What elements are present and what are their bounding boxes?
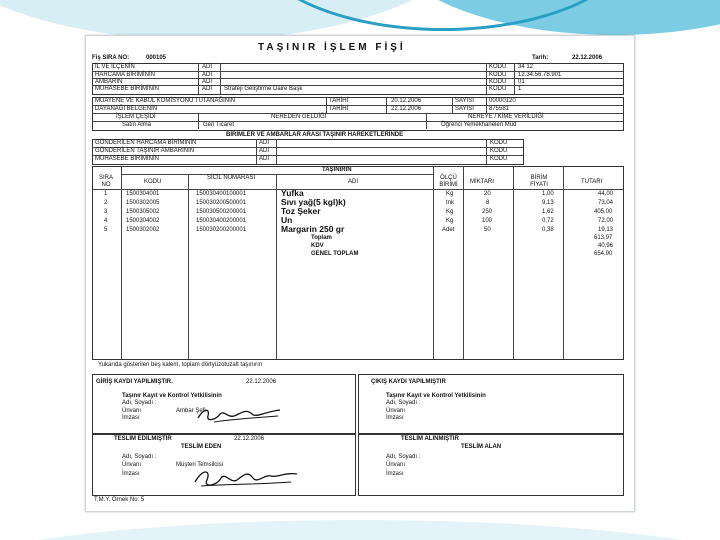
header-row-il-code: 34 12 <box>518 64 534 70</box>
tarih-value: 22.12.2006 <box>572 55 603 61</box>
row-1-miktar: 20 <box>484 191 491 197</box>
header-row-harcama-code: 12.34.56.78.901 <box>518 72 562 78</box>
col-line-5 <box>463 166 464 359</box>
giris-yetkili: Taşınır Kayıt ve Kontrol Yetkilisinin <box>122 393 222 399</box>
row-5-olcu: Adet <box>442 227 455 233</box>
row-1-sicil: 150030400100001 <box>196 191 247 197</box>
teslim-alan-label: TESLİM ALAN <box>461 444 502 450</box>
row-4-olcu: Kg <box>446 218 454 224</box>
row-2-fiyat: 9,13 <box>542 200 554 206</box>
transfer-muhasebe-label: MUHASEBE BİRİMİNİN <box>95 156 160 162</box>
row-3-kodu: 1500305002 <box>126 209 160 215</box>
col-adi: ADI <box>348 179 359 185</box>
nereye-label: NEREYE / KİME VERİLDİĞİ <box>468 114 544 120</box>
transfer-harcama-kodu: KODU <box>490 140 508 146</box>
col-sira: SIRA NO <box>98 175 113 188</box>
col-line-4 <box>433 166 434 359</box>
row-3-sira: 3 <box>104 209 108 215</box>
row-1-kodu: 1500304001 <box>126 191 160 197</box>
transfer-muhasebe-adi: ADI <box>259 156 270 162</box>
transfer-harcama-adi: ADI <box>259 140 270 146</box>
teslim-eden-imzasi: İmzası <box>122 471 140 477</box>
row-4-kodu: 1500304002 <box>126 218 160 224</box>
row-4-miktar: 100 <box>482 218 493 224</box>
row-4-tutar: 72,00 <box>598 218 614 224</box>
header-block <box>92 63 624 95</box>
items-heading: TAŞINIRIN <box>322 167 352 173</box>
wave-bottom <box>0 520 720 540</box>
muayene-tarihi-label: TARİHİ <box>329 98 349 104</box>
tasinir-islem-fisi-document <box>85 35 635 512</box>
header-row-ambar-kodu: KODU <box>489 79 507 85</box>
row-3-olcu: Kg <box>446 209 454 215</box>
teslim-eden-unvani: Ünvanı <box>122 462 142 468</box>
row-5-tutar: 19,13 <box>598 227 614 233</box>
col-miktar: MİKTARI <box>470 179 494 185</box>
footer-note: Yukarıda gösterilen beş kalem, toplam dörtyüzotuzalt taşınırın <box>98 362 263 368</box>
nereden-value: Gen Ticaret <box>203 122 235 128</box>
dayanak-tarih-value: 22.12.2006 <box>391 106 422 112</box>
row-1-tutar: 44,00 <box>598 191 614 197</box>
row-5-miktar: 50 <box>484 227 491 233</box>
header-row-il-adi: ADI <box>202 64 213 70</box>
row-1-sira: 1 <box>104 191 108 197</box>
header-row-ambar-label: AMBARIN <box>95 79 123 85</box>
teslim-eden-unvani-value: Müşteri Temsilcisi <box>176 462 223 468</box>
islem-cesidi-label: İŞLEM ÇEŞİDİ <box>116 114 156 120</box>
signature-giris <box>194 404 284 426</box>
header-row-harcama-adi: ADI <box>202 72 213 78</box>
row-2-sicil: 150030200500001 <box>196 200 247 206</box>
row-5-sicil: 150030200200001 <box>196 227 247 233</box>
giris-unvani: Ünvanı <box>122 408 142 414</box>
transfer-harcama-label: GÖNDERİLEN HARCAMA BİRİMİNİN <box>95 140 197 146</box>
teslim-eden-label: TESLİM EDEN <box>181 444 222 450</box>
cikis-yetkili: Taşınır Kayıt ve Kontrol Yetkilisinin <box>386 393 486 399</box>
giris-adi-soyadi: Adı, Soyadı : <box>122 400 157 406</box>
row-5-sira: 5 <box>104 227 108 233</box>
row-5-kodu: 1500302002 <box>126 227 160 233</box>
muayene-tarih-value: 20.12.2006 <box>391 98 422 104</box>
row-3-miktar: 250 <box>482 209 493 215</box>
row-4-sira: 4 <box>104 218 108 224</box>
islem-cesidi-value: Satın Alma <box>122 122 152 128</box>
teslim-date: 22.12.2006 <box>234 436 265 442</box>
giris-unvani-value: Ambar Şefi <box>176 408 206 414</box>
row-4-sicil: 150030400200001 <box>196 218 247 224</box>
cikis-imzasi: İmzası <box>386 415 404 421</box>
muayene-sayisi-label: SAYISI <box>455 98 474 104</box>
row-4-fiyat: 0,72 <box>542 218 554 224</box>
transfer-ambar-kodu: KODU <box>490 148 508 154</box>
teslim-edilmistir-label: TESLİM EDİLMİŞTİR <box>114 436 172 442</box>
row-3-fiyat: 1,62 <box>542 209 554 215</box>
giris-label: GİRİŞ KAYDI YAPILMIŞTIR. <box>96 379 173 385</box>
row-1-fiyat: 1,00 <box>542 191 554 197</box>
row-5-fiyat: 0,38 <box>542 227 554 233</box>
dayanak-tarihi-label: TARİHİ <box>329 106 349 112</box>
row-1-olcu: Kg <box>446 191 454 197</box>
signature-teslim-eden <box>191 466 301 490</box>
kdv-value: 40,96 <box>598 243 614 249</box>
row-3-sicil: 150030500200001 <box>196 209 247 215</box>
teslim-alan-imzasi: İmzası <box>386 471 404 477</box>
teslim-alan-unvani: Ünvanı <box>386 462 406 468</box>
col-tutar: TUTARI <box>581 179 603 185</box>
form-no: T.M.Y. Örnek No: 5 <box>94 497 145 503</box>
transfer-ambar-adi: ADI <box>259 148 270 154</box>
muayene-sayi-value: 00000120 <box>489 98 516 104</box>
row-1-adi: Yufka <box>281 188 304 198</box>
header-row-muhasebe-label: MUHASEBE BİRİMİNİN <box>95 86 160 92</box>
genel-toplam-value: 654,90 <box>594 251 613 257</box>
cikis-unvani: Ünvanı <box>386 408 406 414</box>
row-4-adi: Un <box>281 215 293 225</box>
kdv-label: KDV <box>311 243 324 249</box>
header-row-il-kodu: KODU <box>489 64 507 70</box>
col-kodu: KODU <box>144 179 162 185</box>
cikis-adi-soyadi: Adı, Soyadı : <box>386 400 421 406</box>
form-title: TAŞINIR İŞLEM FİŞİ <box>258 42 406 53</box>
giris-imzasi: İmzası <box>122 415 140 421</box>
cikis-label: ÇIKIŞ KAYDI YAPILMIŞTIR <box>371 379 446 385</box>
col-line-2 <box>188 174 189 359</box>
row-3-adi: Toz Şeker <box>281 206 321 216</box>
header-row-ambar-adi: ADI <box>202 79 213 85</box>
row-2-adi: Sıvı yağ(5 kgl)k) <box>281 197 346 207</box>
col-sicil: SİCİL NUMARASI <box>206 175 256 181</box>
row-2-tutar: 73,04 <box>598 200 614 206</box>
genel-toplam-label: GENEL TOPLAM <box>311 251 359 257</box>
col-fiyat: BİRİM FİYATI <box>530 175 548 188</box>
row-3-tutar: 405,00 <box>594 209 613 215</box>
dayanak-sayi-value: 875581 <box>489 106 510 112</box>
transfer-muhasebe-kodu: KODU <box>490 156 508 162</box>
header-row-muhasebe-adi: ADI <box>202 86 213 92</box>
toplam-value: 613,97 <box>594 235 613 241</box>
header-row-il-label: İL VE İLÇENİN <box>95 64 135 70</box>
toplam-label: Toplam <box>311 235 332 241</box>
col-olcu: ÖLÇÜ BİRİMİ <box>439 175 458 188</box>
row-2-sira: 2 <box>104 200 108 206</box>
muayene-label: MUAYENE VE KABUL KOMİSYONU TUTANAĞININ <box>95 98 236 104</box>
nereye-value: Öğrenci Yemekhaneleri Müd <box>441 122 517 128</box>
header-row-muhasebe-kodu: KODU <box>489 86 507 92</box>
transfer-heading: BİRİMLER VE AMBARLAR ARASI TAŞINIR HAREKETLERİNDE <box>226 132 404 138</box>
tarih-label: Tarih: <box>532 55 549 61</box>
teslim-alinmistir-label: TESLİM ALINMIŞTIR <box>401 436 459 442</box>
col-line-6 <box>513 166 514 359</box>
col-line-1 <box>121 166 122 359</box>
transfer-ambar-label: GÖNDERİLEN TAŞINIR AMBARININ <box>95 148 195 154</box>
teslim-eden-adi-soyadi: Adı, Soyadı : <box>122 454 157 460</box>
giris-date: 22.12.2006 <box>246 379 277 385</box>
row-2-kodu: 1500302005 <box>126 200 160 206</box>
header-row-muhasebe-code: 1 <box>518 86 522 92</box>
col-line-3 <box>276 174 277 359</box>
row-5-adi: Margarin 250 gr <box>281 224 345 234</box>
teslim-alan-adi-soyadi: Adı, Soyadı : <box>386 454 421 460</box>
fis-sira-label: Fiş SIRA NO: <box>92 55 130 61</box>
fis-sira-value: 000105 <box>146 55 167 61</box>
row-2-miktar: 8 <box>486 200 490 206</box>
row-2-olcu: tnk <box>446 200 455 206</box>
header-row-harcama-kodu: KODU <box>489 72 507 78</box>
col-line-7 <box>563 166 564 359</box>
header-row-harcama-label: HARCAMA BİRİMİNİN <box>95 72 156 78</box>
header-row-muhasebe-name: Strateji Geliştirme Daire Başk <box>224 86 303 92</box>
dayanak-sayisi-label: SAYISI <box>455 106 474 112</box>
nereden-label: NEREDEN GELDİĞİ <box>271 114 327 120</box>
dayanak-label: DAYANAĞI BELGENİN <box>95 106 158 112</box>
header-row-ambar-code: 01 <box>518 79 525 85</box>
